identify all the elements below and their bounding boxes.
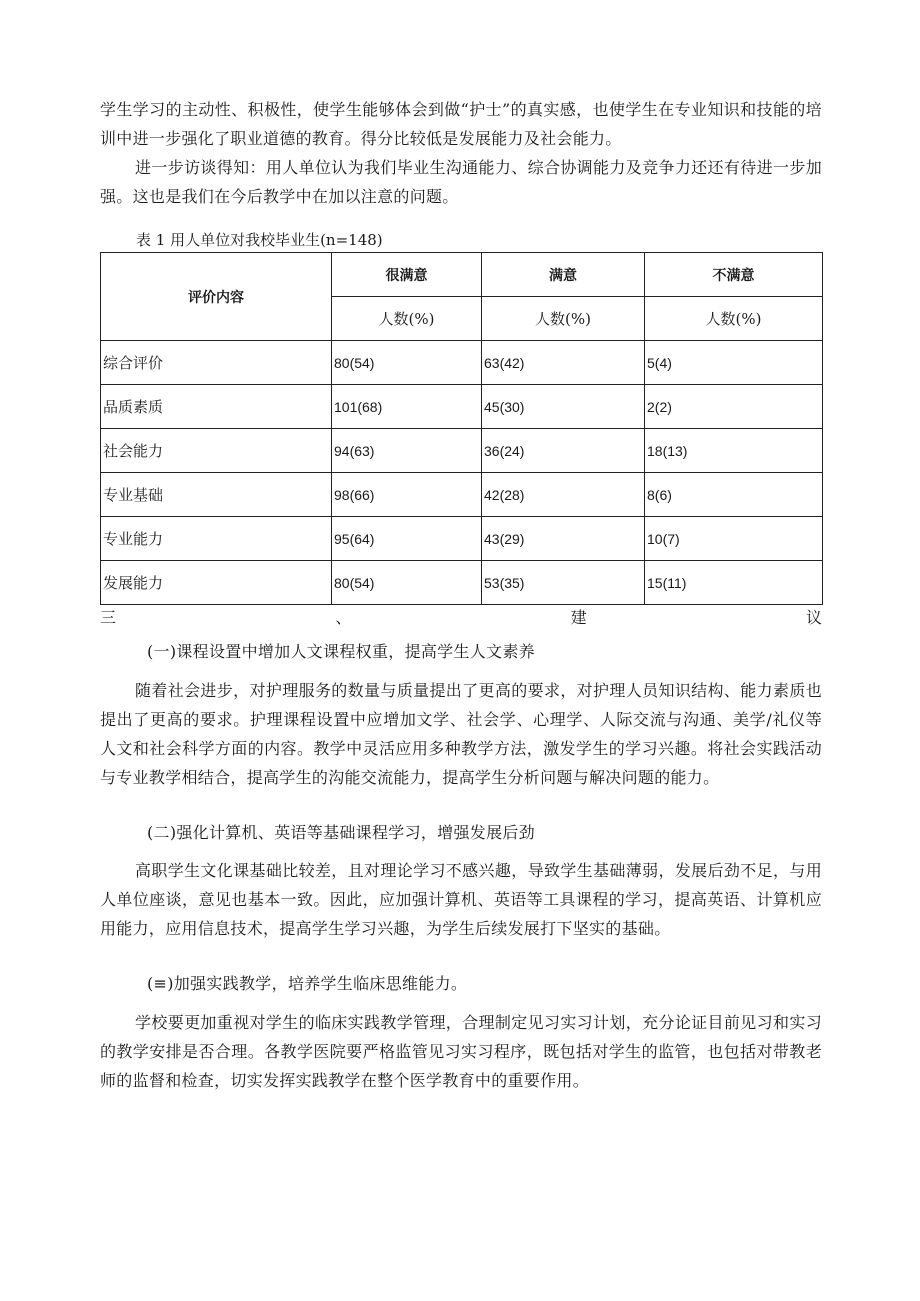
- cell-value: 63(42): [482, 341, 645, 385]
- cell-value: 53(35): [482, 561, 645, 605]
- row-label: 品质素质: [101, 385, 332, 429]
- paragraph-foundation: 高职学生文化课基础比较差，且对理论学习不感兴趣，导致学生基础薄弱，发展后劲不足，与用人单位座谈，意见也基本一致。因此，应加强计算机、英语等工具课程的学习，提高英语、计算机应用能力，应用信息技术，提高学生学习兴趣，为学生后续发展打下坚实的基础。: [100, 861, 822, 938]
- row-label: 综合评价: [101, 341, 332, 385]
- section-heading-char: 、: [335, 608, 352, 627]
- table-row: [101, 473, 823, 517]
- row-label: 社会能力: [101, 429, 332, 473]
- cell-value: 42(28): [482, 473, 645, 517]
- table-row: [101, 517, 823, 561]
- header-unsatisfied: 不满意: [645, 253, 823, 297]
- subheader-count: 人数(%): [332, 297, 482, 341]
- subheading-2: (二)强化计算机、英语等基础课程学习，增强发展后劲: [147, 823, 535, 842]
- table-caption: 表 1 用人单位对我校毕业生(n=148): [136, 231, 383, 249]
- row-label: 专业能力: [101, 517, 332, 561]
- evaluation-table: [100, 252, 823, 605]
- cell-value: 36(24): [482, 429, 645, 473]
- paragraph-humanities: 随着社会进步，对护理服务的数量与质量提出了更高的要求，对护理人员知识结构、能力素质也提出了更高的要求。护理课程设置中应增加文学、社会学、心理学、人际交流与沟通、美学/礼仪等人文和社会科学方面的内容。教学中灵活应用多种教学方法，激发学生的学习兴趣。将社会实践活动与专业教学相结合，提高学生的沟能交流能力，提高学生分析问题与解决问题的能力。: [100, 681, 822, 787]
- table-row: [101, 385, 823, 429]
- table-row: [101, 561, 823, 605]
- cell-value: 18(13): [645, 429, 823, 473]
- cell-value: 101(68): [332, 385, 482, 429]
- cell-value: 98(66): [332, 473, 482, 517]
- header-evaluation-content: 评价内容: [101, 253, 332, 341]
- table-header-row: [101, 253, 823, 297]
- cell-value: 95(64): [332, 517, 482, 561]
- cell-value: 80(54): [332, 561, 482, 605]
- table-row: [101, 429, 823, 473]
- row-label: 专业基础: [101, 473, 332, 517]
- paragraph-practice: 学校要更加重视对学生的临床实践教学管理，合理制定见习实习计划，充分论证目前见习和实习的教学安排是否合理。各教学医院要严格监管见习实习程序，既包括对学生的监管，也包括对带教老师的监督和检查，切实发挥实践教学在整个医学教育中的重要作用。: [100, 1013, 822, 1090]
- cell-value: 5(4): [645, 341, 823, 385]
- header-satisfied: 满意: [482, 253, 645, 297]
- subheading-3: (≡)加强实践教学，培养学生临床思维能力。: [147, 974, 468, 993]
- cell-value: 94(63): [332, 429, 482, 473]
- row-label: 发展能力: [101, 561, 332, 605]
- cell-value: 8(6): [645, 473, 823, 517]
- cell-value: 2(2): [645, 385, 823, 429]
- section-heading-char: 建: [570, 608, 587, 627]
- subheader-count: 人数(%): [645, 297, 823, 341]
- table-row: [101, 341, 823, 385]
- subheading-1: (一)课程设置中增加人文课程权重，提高学生人文素养: [147, 642, 535, 661]
- section-heading-suggestions: [100, 606, 822, 630]
- cell-value: 15(11): [645, 561, 823, 605]
- cell-value: 80(54): [332, 341, 482, 385]
- paragraph-intro: 学生学习的主动性、积极性，使学生能够体会到做“护士”的真实感，也使学生在专业知识和技能的培训中进一步强化了职业道德的教育。得分比较低是发展能力及社会能力。: [100, 100, 822, 148]
- cell-value: 43(29): [482, 517, 645, 561]
- section-heading-char: 议: [805, 608, 822, 627]
- paragraph-interview: 进一步访谈得知：用人单位认为我们毕业生沟通能力、综合协调能力及竞争力还还有待进一步加强。这也是我们在今后教学中在加以注意的问题。: [100, 158, 822, 206]
- cell-value: 45(30): [482, 385, 645, 429]
- cell-value: 10(7): [645, 517, 823, 561]
- subheader-count: 人数(%): [482, 297, 645, 341]
- header-very-satisfied: 很满意: [332, 253, 482, 297]
- section-heading-char: 三: [100, 608, 117, 627]
